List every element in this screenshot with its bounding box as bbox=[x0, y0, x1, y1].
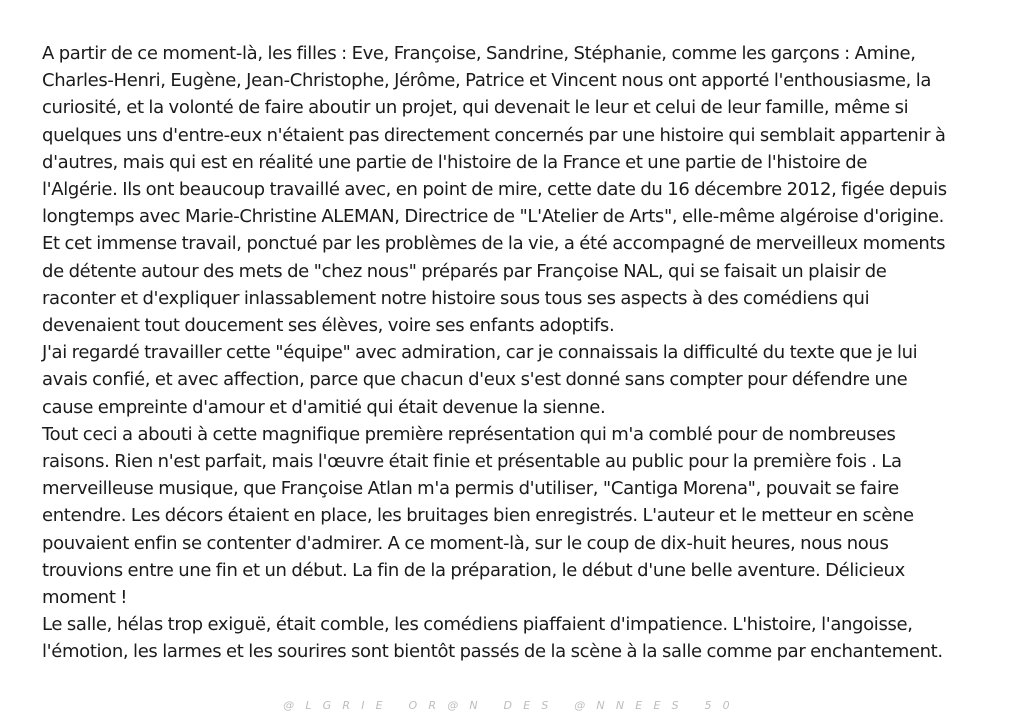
text-line: J'ai regardé travailler cette "équipe" avec admiration, car je connaissais la difficulté du texte que je lui bbox=[42, 342, 918, 364]
text-line: l'Algérie. Ils ont beaucoup travaillé avec, en point de mire, cette date du 16 décembre 2012, figée depuis bbox=[42, 179, 947, 201]
text-line: raisons. Rien n'est parfait, mais l'œuvre était finie et présentable au public pour la première fois . La bbox=[42, 451, 902, 473]
paragraph-2 bbox=[42, 339, 992, 421]
text-line: de détente autour des mets de "chez nous" préparés par Françoise NAL, qui se faisait un plaisir de bbox=[42, 260, 887, 282]
text-line: Et cet immense travail, ponctué par les problèmes de la vie, a été accompagné de merveilleux moments bbox=[42, 233, 946, 255]
paragraph-3 bbox=[42, 421, 992, 611]
text-line: raconter et d'expliquer inlassablement notre histoire sous tous ses aspects à des comédiens qui bbox=[42, 287, 870, 309]
text-line: entendre. Les décors étaient en place, les bruitages bien enregistrés. L'auteur et le metteur en scène bbox=[42, 505, 914, 527]
text-line: cause empreinte d'amour et d'amitié qui était devenue la sienne. bbox=[42, 396, 606, 418]
text-line: l'émotion, les larmes et les sourires sont bientôt passés de la scène à la salle comme par enchantement. bbox=[42, 641, 943, 663]
text-line: avais confié, et avec affection, parce que chacun d'eux s'est donné sans compter pour défendre une bbox=[42, 369, 908, 391]
document-body bbox=[42, 40, 992, 666]
paragraph-1 bbox=[42, 40, 992, 339]
text-line: d'autres, mais qui est en réalité une partie de l'histoire de la France et une partie de l'histoire de bbox=[42, 151, 868, 173]
text-line: trouvions entre une fin et un début. La fin de la préparation, le début d'une belle aventure. Délicieux bbox=[42, 559, 905, 581]
text-line: quelques uns d'entre-eux n'étaient pas directement concernés par une histoire qui semblait appartenir à bbox=[42, 124, 946, 146]
text-line: A partir de ce moment-là, les filles : Eve, Françoise, Sandrine, Stéphanie, comme les garçons : Amine, bbox=[42, 43, 916, 64]
text-line: pouvaient enfin se contenter d'admirer. A ce moment-là, sur le coup de dix-huit heures, nous nous bbox=[42, 532, 889, 554]
text-line: Le salle, hélas trop exiguë, était comble, les comédiens piaffaient d'impatience. L'histoire, l'angoisse, bbox=[42, 614, 913, 636]
paragraph-4 bbox=[42, 611, 992, 665]
text-line: moment ! bbox=[42, 587, 128, 609]
text-line: curiosité, et la volonté de faire aboutir un projet, qui devenait le leur et celui de leur famille, même si bbox=[42, 97, 909, 119]
page-footer: @LGRIE OR@N DES @NNEES 50 bbox=[283, 699, 741, 712]
text-line: merveilleuse musique, que Françoise Atlan m'a permis d'utiliser, "Cantiga Morena", pouvait se faire bbox=[42, 478, 899, 500]
text-line: Charles-Henri, Eugène, Jean-Christophe, Jérôme, Patrice et Vincent nous ont apporté l'enthousiasme, la bbox=[42, 70, 932, 92]
text-line: longtemps avec Marie-Christine ALEMAN, Directrice de "L'Atelier de Arts", elle-même algéroise d'origine. bbox=[42, 206, 945, 228]
text-line: devenaient tout doucement ses élèves, voire ses enfants adoptifs. bbox=[42, 315, 615, 337]
text-line: Tout ceci a abouti à cette magnifique première représentation qui m'a comblé pour de nombreuses bbox=[42, 423, 896, 445]
